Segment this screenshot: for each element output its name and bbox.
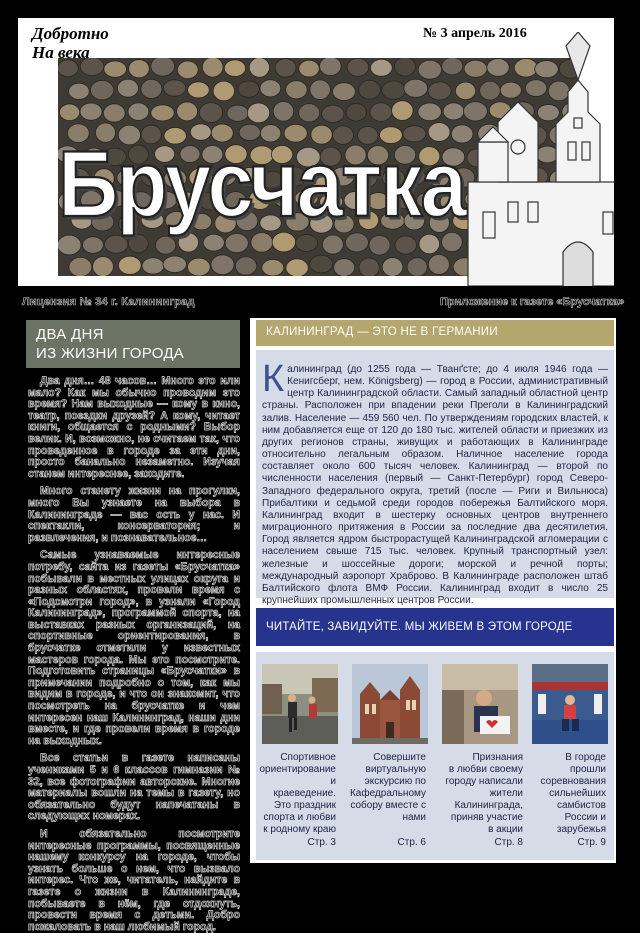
cobblestone — [275, 59, 296, 77]
cobblestone — [394, 58, 415, 76]
kaliningrad-text: алининград (до 1255 года — Тванґсте; до 4 июля 1946 года — Кенигсберг, нем. Königsberg) — город в России, административный центр Калининградской области. Самый западный областной центр страны. Расположен при впадении реки Преголи в Калининградский залив. Население — 459 560 чел. По утверждениям городских властей, к ним добавляется еще от 120 до 180 тыс. жителей области и приезжих из других регионов страны, живущих и работающих в Калининграде относительно легальным образом. Наличное население города составляет около 600 тысяч человек. Калининград — второй по численности населения (первый — Санкт-Петербург) город Северо-Западного федерального округа, третий (после — Риги и Вильнюса) Прибалтики и седьмой среди городов побережья Балтийского моря. Калининград входит в шестерку основных центров внутреннего миграционного притяжения в России за последние два десятилетия. Город является ядром быстрорастущей Калининградской агломерации с населением свыше 715 тыс. человек. Крупный транспортный узел: железные и шоссейные дороги; морской и речной порты; международный аэропорт Храброво. В Калининграде расположен штаб Балтийского флота ВМФ России. Калининград входит в число 25 крупнейших промышленных центров России. — [262, 364, 608, 606]
cobblestone — [310, 80, 330, 100]
cobblestone — [392, 101, 414, 121]
cobblestone — [395, 236, 417, 254]
cobblestone — [407, 258, 427, 276]
cobblestone — [286, 81, 308, 99]
left-article-header — [26, 320, 240, 368]
imprint-license: Лицензия № 34 г. Калининград — [22, 296, 195, 308]
cobblestone — [103, 104, 125, 122]
sambo-photo — [532, 664, 608, 744]
tile-page-link[interactable]: Стр. 3 — [307, 837, 336, 848]
cobblestone — [80, 103, 102, 120]
left-paragraph: Все статьи в газете написаны учениками 5 и 6 классов гимназии № 32, все фотографии авторские. Многие материалы вошли на темы в газету, но обязательно будут напечатаны в следующих номерах. — [28, 752, 240, 823]
cobblestone — [346, 103, 366, 121]
orienteering-photo — [262, 664, 338, 744]
cobblestone — [299, 104, 320, 122]
cobblestone — [128, 103, 149, 121]
cobblestone — [142, 258, 164, 274]
cobblestone — [213, 81, 234, 101]
cobblestone — [118, 256, 141, 274]
left-article-title: ДВА ДНЯ ИЗ ЖИЗНИ ГОРОДА — [36, 326, 185, 362]
cobblestone — [404, 79, 428, 97]
masthead — [18, 18, 614, 286]
cobblestone — [249, 58, 269, 77]
cathedral-photo — [352, 664, 428, 744]
left-paragraph: Самые узнаваемые интересные потребу, сайта из газеты «Брусчатка» побывали в местных улицах округа и разных областях, провели время с «Подсмотри город», в узнали «Город Калининград», программой спорта, на выставках разных организаций, на спортивные ориентирования, в брусчатке отметили у известных мастеров города. Мы это посмотрите. Подготовить страницы «Брусчатки» в примечании подробно о том, как мы видим в городе, и что он знакомит, что посмотреть на брусчатке и чем интересен наш Калининград, наши дни вместе, и где провели время в городе на выходных. — [28, 549, 240, 747]
cobblestone — [273, 101, 294, 121]
cobblestone — [334, 259, 355, 276]
cobblestone — [320, 58, 342, 76]
masthead-motto: Добротно На века — [32, 24, 109, 62]
cobblestone — [227, 105, 249, 121]
cobblestone — [359, 80, 381, 99]
read-section-header — [256, 608, 614, 646]
love-photo — [442, 664, 518, 744]
cobblestone — [129, 60, 150, 78]
tile-page-link[interactable]: Стр. 8 — [494, 837, 523, 848]
cobblestone — [202, 58, 223, 77]
left-paragraph: Два дня… 48 часов… Много это или мало? Как мы обычно проводим это время? Нам выходные — кому в кино, театр, поездки друзей? А кому, читает книги, общается с родными? Выбор велик. И, возможно, не считаем так, что проведенное в городе за эти дни, просто банально незаметно. Изучая станем интереснее, заходите. — [28, 375, 240, 480]
tile-caption: Совершите виртуальную экскурсию по Кафедральному собору вместе с нами — [349, 752, 426, 823]
cobblestone — [151, 58, 175, 76]
cobblestone — [69, 257, 92, 276]
cobblestone — [347, 58, 369, 76]
cobblestone — [238, 81, 259, 97]
tile-cathedral-photo[interactable] — [352, 664, 428, 744]
cobblestone — [260, 80, 281, 97]
cobblestone — [382, 258, 403, 276]
cobblestone — [382, 81, 406, 100]
cobblestone — [188, 82, 210, 98]
cobblestone — [151, 105, 174, 121]
cobblestone — [163, 80, 185, 96]
tile-page-link[interactable]: Стр. 9 — [577, 837, 606, 848]
tile-love-photo[interactable] — [442, 664, 518, 744]
cobblestone — [370, 59, 392, 76]
issue-number: № 3 апрель 2016 — [423, 26, 527, 41]
cobblestone — [262, 259, 284, 275]
cobblestone — [359, 258, 379, 276]
kaliningrad-header — [256, 320, 614, 346]
cobblestone — [177, 61, 198, 79]
cobblestone — [163, 256, 187, 273]
drop-cap: К — [262, 358, 285, 400]
left-article-body — [28, 375, 240, 933]
cobblestone — [187, 258, 210, 276]
cathedral-illustration — [438, 32, 614, 286]
cobblestone — [69, 83, 90, 99]
cobblestone — [90, 80, 113, 99]
cobblestone — [117, 79, 138, 97]
cobblestone — [104, 61, 127, 77]
cobblestone — [141, 79, 162, 98]
kaliningrad-header-label: КАЛИНИНГРАД — ЭТО НЕ В ГЕРМАНИИ — [266, 326, 498, 338]
left-paragraph: И обязательно посмотрите интересные программы, посвященные нашему конкурсу на городе, чтобы узнать больше о нем, что вызвало интерес. Что же, читатель, найдите в газете о жизни в Калининграде, побываете в нём, где отдохнуть, провести время с детьми. Добро пожаловать в наш любимый город. — [28, 827, 240, 933]
tile-caption: В городе прошли соревнования сильнейших самбистов России и зарубежья — [540, 752, 606, 835]
cobblestone — [211, 255, 234, 275]
cobblestone — [370, 103, 392, 121]
cobblestone — [177, 102, 198, 121]
tile-sambo-photo[interactable] — [532, 664, 608, 744]
imprint-supplement: Приложение к газете «Брусчатка» — [440, 296, 625, 308]
cobblestone — [83, 237, 104, 254]
cobblestone — [235, 257, 256, 275]
cobblestone — [155, 236, 175, 254]
newspaper-title: Брусчатка — [58, 131, 466, 237]
tile-page-link[interactable]: Стр. 6 — [397, 837, 426, 848]
kaliningrad-text-block — [262, 358, 608, 619]
tile-caption: Признания в любви своему городу написали жители Калининграда, приняв участие в акции — [445, 752, 523, 835]
cobblestone — [310, 255, 333, 273]
tile-orienteering-photo[interactable] — [262, 664, 338, 744]
cobblestone — [93, 257, 114, 276]
cobblestone — [286, 259, 308, 276]
cobblestone — [199, 103, 223, 123]
cobblestone — [299, 60, 320, 77]
cobblestone — [247, 103, 269, 123]
cobblestone — [333, 83, 356, 101]
tile-caption: Спортивное ориентирование и краеведение. Это праздник спорта и любви к родному краю — [259, 752, 336, 835]
cobblestone — [322, 105, 344, 122]
left-paragraph: Много станету жизни на прогулки, много Вы узнаете на выбора в Калининграде — вас ость у нас. И спектакли, консерватория; и развлечения, и познавательное… — [28, 485, 240, 544]
cobblestone — [59, 104, 79, 121]
read-section-header-label: ЧИТАЙТЕ, ЗАВИДУЙТЕ. МЫ ЖИВЕМ В ЭТОМ ГОРОДЕ — [266, 621, 573, 633]
cobblestone — [58, 60, 78, 77]
cobblestone — [224, 60, 245, 77]
